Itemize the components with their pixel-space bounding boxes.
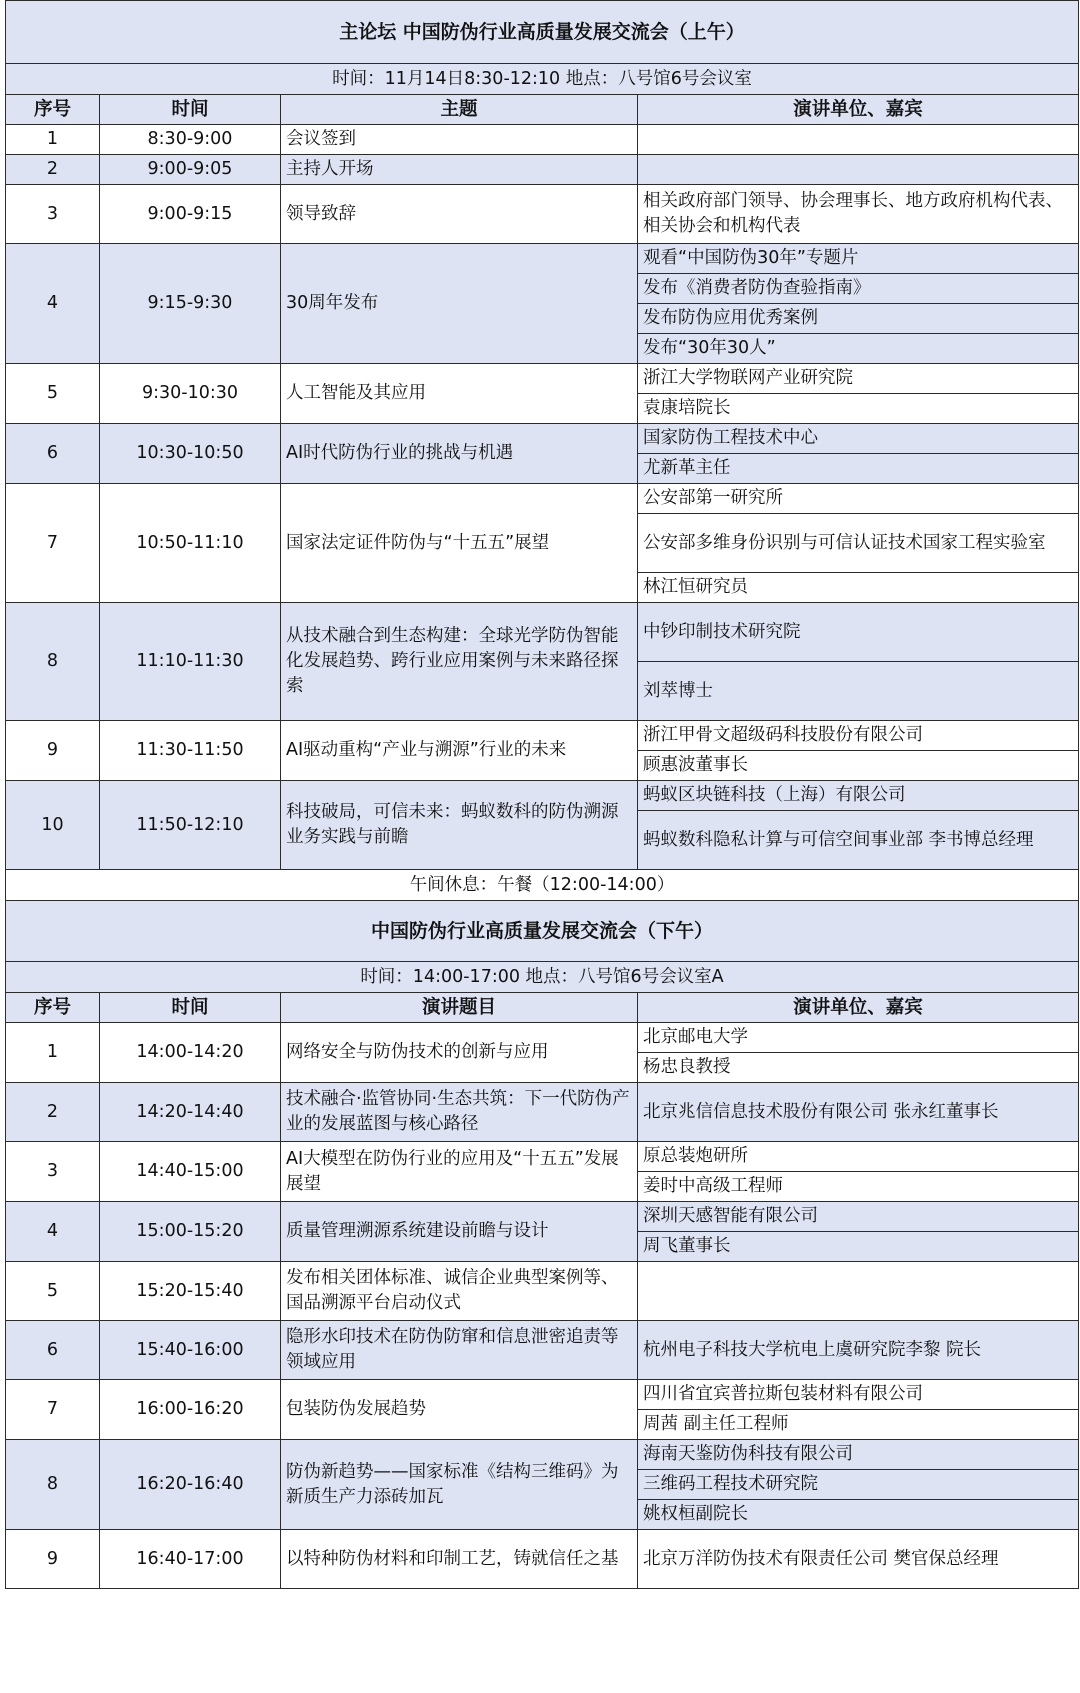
table-row: [6, 484, 1079, 514]
pm-header-row: [6, 993, 1079, 1023]
am-header-row: [6, 95, 1079, 125]
session-number: 7: [6, 1380, 100, 1440]
table-row: [6, 1380, 1079, 1410]
session-time: 9:00-9:15: [100, 185, 281, 244]
lunch-break-row: [6, 870, 1079, 901]
session-topic: 隐形水印技术在防伪防窜和信息泄密追责等领域应用: [281, 1321, 638, 1380]
session-time: 16:40-17:00: [100, 1530, 281, 1589]
session-topic: 防伪新趋势——国家标准《结构三维码》为新质生产力添砖加瓦: [281, 1440, 638, 1530]
pm-header-topic: 演讲题目: [281, 993, 638, 1023]
session-speaker: 浙江甲骨文超级码科技股份有限公司: [638, 721, 1079, 751]
session-speaker: 蚂蚁区块链科技（上海）有限公司: [638, 781, 1079, 811]
afternoon-info: 时间：14:00-17:00 地点：八号馆6号会议室A: [6, 962, 1079, 993]
session-time: 16:20-16:40: [100, 1440, 281, 1530]
session-speaker: [638, 155, 1079, 185]
session-topic: 质量管理溯源系统建设前瞻与设计: [281, 1202, 638, 1262]
session-speaker: 袁康培院长: [638, 394, 1079, 424]
session-topic: AI时代防伪行业的挑战与机遇: [281, 424, 638, 484]
session-number: 8: [6, 603, 100, 721]
am-header-topic: 主题: [281, 95, 638, 125]
session-time: 16:00-16:20: [100, 1380, 281, 1440]
session-time: 9:30-10:30: [100, 364, 281, 424]
session-time: 15:40-16:00: [100, 1321, 281, 1380]
session-time: 10:50-11:10: [100, 484, 281, 603]
session-number: 4: [6, 244, 100, 364]
pm-header-speakers: 演讲单位、嘉宾: [638, 993, 1079, 1023]
session-speaker: 观看“中国防伪30年”专题片: [638, 244, 1079, 274]
table-row: [6, 185, 1079, 244]
session-speaker: 周飞董事长: [638, 1232, 1079, 1262]
session-speaker: 发布“30年30人”: [638, 334, 1079, 364]
session-speaker: 国家防伪工程技术中心: [638, 424, 1079, 454]
session-number: 2: [6, 1083, 100, 1142]
session-speaker: 北京邮电大学: [638, 1023, 1079, 1053]
morning-title-row: [6, 1, 1079, 64]
session-speaker: 周茜 副主任工程师: [638, 1410, 1079, 1440]
am-header-time: 时间: [100, 95, 281, 125]
table-row: [6, 1440, 1079, 1470]
pm-header-no: 序号: [6, 993, 100, 1023]
session-number: 1: [6, 125, 100, 155]
session-time: 11:50-12:10: [100, 781, 281, 870]
table-row: [6, 1321, 1079, 1380]
session-topic: 发布相关团体标准、诚信企业典型案例等、国品溯源平台启动仪式: [281, 1262, 638, 1321]
session-number: 5: [6, 364, 100, 424]
table-row: [6, 1023, 1079, 1053]
session-number: 10: [6, 781, 100, 870]
pm-header-time: 时间: [100, 993, 281, 1023]
session-speaker: 海南天鉴防伪科技有限公司: [638, 1440, 1079, 1470]
session-time: 8:30-9:00: [100, 125, 281, 155]
session-speaker: 北京万洋防伪技术有限责任公司 樊官保总经理: [638, 1530, 1079, 1589]
table-row: [6, 603, 1079, 662]
session-topic: AI驱动重构“产业与溯源”行业的未来: [281, 721, 638, 781]
table-row: [6, 424, 1079, 454]
session-speaker: 浙江大学物联网产业研究院: [638, 364, 1079, 394]
afternoon-title: 中国防伪行业高质量发展交流会（下午）: [6, 901, 1079, 962]
session-time: 14:40-15:00: [100, 1142, 281, 1202]
session-topic: 网络安全与防伪技术的创新与应用: [281, 1023, 638, 1083]
session-speaker: 杨忠良教授: [638, 1053, 1079, 1083]
session-time: 11:30-11:50: [100, 721, 281, 781]
table-row: [6, 155, 1079, 185]
morning-info-row: [6, 64, 1079, 95]
am-header-speakers: 演讲单位、嘉宾: [638, 95, 1079, 125]
session-topic: 主持人开场: [281, 155, 638, 185]
session-speaker: 北京兆信信息技术股份有限公司 张永红董事长: [638, 1083, 1079, 1142]
table-row: [6, 1262, 1079, 1321]
table-row: [6, 781, 1079, 811]
session-speaker: 相关政府部门领导、协会理事长、地方政府机构代表、相关协会和机构代表: [638, 185, 1079, 244]
session-number: 7: [6, 484, 100, 603]
session-number: 6: [6, 424, 100, 484]
table-row: [6, 721, 1079, 751]
session-speaker: 三维码工程技术研究院: [638, 1470, 1079, 1500]
session-speaker: 杭州电子科技大学杭电上虞研究院李黎 院长: [638, 1321, 1079, 1380]
session-topic: 国家法定证件防伪与“十五五”展望: [281, 484, 638, 603]
session-speaker: 深圳天感智能有限公司: [638, 1202, 1079, 1232]
session-topic: 从技术融合到生态构建：全球光学防伪智能化发展趋势、跨行业应用案例与未来路径探索: [281, 603, 638, 721]
session-topic: 领导致辞: [281, 185, 638, 244]
table-row: [6, 125, 1079, 155]
session-speaker: 姜时中高级工程师: [638, 1172, 1079, 1202]
session-number: 6: [6, 1321, 100, 1380]
session-topic: 科技破局，可信未来：蚂蚁数科的防伪溯源业务实践与前瞻: [281, 781, 638, 870]
session-speaker: 中钞印制技术研究院: [638, 603, 1079, 662]
session-speaker: 刘萃博士: [638, 662, 1079, 721]
session-topic: 包装防伪发展趋势: [281, 1380, 638, 1440]
session-speaker: 公安部多维身份识别与可信认证技术国家工程实验室: [638, 514, 1079, 573]
session-time: 14:20-14:40: [100, 1083, 281, 1142]
session-topic: 技术融合·监管协同·生态共筑：下一代防伪产业的发展蓝图与核心路径: [281, 1083, 638, 1142]
session-topic: 以特种防伪材料和印制工艺，铸就信任之基: [281, 1530, 638, 1589]
session-time: 15:00-15:20: [100, 1202, 281, 1262]
session-topic: 30周年发布: [281, 244, 638, 364]
session-time: 11:10-11:30: [100, 603, 281, 721]
session-speaker: 公安部第一研究所: [638, 484, 1079, 514]
session-number: 4: [6, 1202, 100, 1262]
session-speaker: 发布防伪应用优秀案例: [638, 304, 1079, 334]
agenda-sheet: [5, 0, 1078, 1589]
session-topic: AI大模型在防伪行业的应用及“十五五”发展展望: [281, 1142, 638, 1202]
session-speaker: 林江恒研究员: [638, 573, 1079, 603]
table-row: [6, 1142, 1079, 1172]
am-header-no: 序号: [6, 95, 100, 125]
session-speaker: [638, 1262, 1079, 1321]
session-speaker: 原总装炮研所: [638, 1142, 1079, 1172]
table-row: [6, 1530, 1079, 1589]
session-number: 9: [6, 1530, 100, 1589]
session-speaker: 尤新革主任: [638, 454, 1079, 484]
morning-title: 主论坛 中国防伪行业高质量发展交流会（上午）: [6, 1, 1079, 64]
session-number: 5: [6, 1262, 100, 1321]
morning-info: 时间：11月14日8:30-12:10 地点：八号馆6号会议室: [6, 64, 1079, 95]
table-row: [6, 1202, 1079, 1232]
lunch-break: 午间休息：午餐（12:00-14:00）: [6, 870, 1079, 901]
session-time: 15:20-15:40: [100, 1262, 281, 1321]
session-time: 14:00-14:20: [100, 1023, 281, 1083]
session-time: 9:15-9:30: [100, 244, 281, 364]
session-time: 9:00-9:05: [100, 155, 281, 185]
session-speaker: 姚权桓副院长: [638, 1500, 1079, 1530]
table-row: [6, 244, 1079, 274]
session-speaker: [638, 125, 1079, 155]
table-row: [6, 1083, 1079, 1142]
afternoon-info-row: [6, 962, 1079, 993]
session-number: 1: [6, 1023, 100, 1083]
session-topic: 人工智能及其应用: [281, 364, 638, 424]
session-speaker: 顾惠波董事长: [638, 751, 1079, 781]
session-time: 10:30-10:50: [100, 424, 281, 484]
afternoon-title-row: [6, 901, 1079, 962]
session-speaker: 蚂蚁数科隐私计算与可信空间事业部 李书博总经理: [638, 811, 1079, 870]
session-speaker: 四川省宜宾普拉斯包装材料有限公司: [638, 1380, 1079, 1410]
session-topic: 会议签到: [281, 125, 638, 155]
session-number: 3: [6, 185, 100, 244]
session-speaker: 发布《消费者防伪查验指南》: [638, 274, 1079, 304]
session-number: 3: [6, 1142, 100, 1202]
agenda-table: [5, 0, 1079, 1589]
table-row: [6, 364, 1079, 394]
session-number: 2: [6, 155, 100, 185]
session-number: 9: [6, 721, 100, 781]
session-number: 8: [6, 1440, 100, 1530]
